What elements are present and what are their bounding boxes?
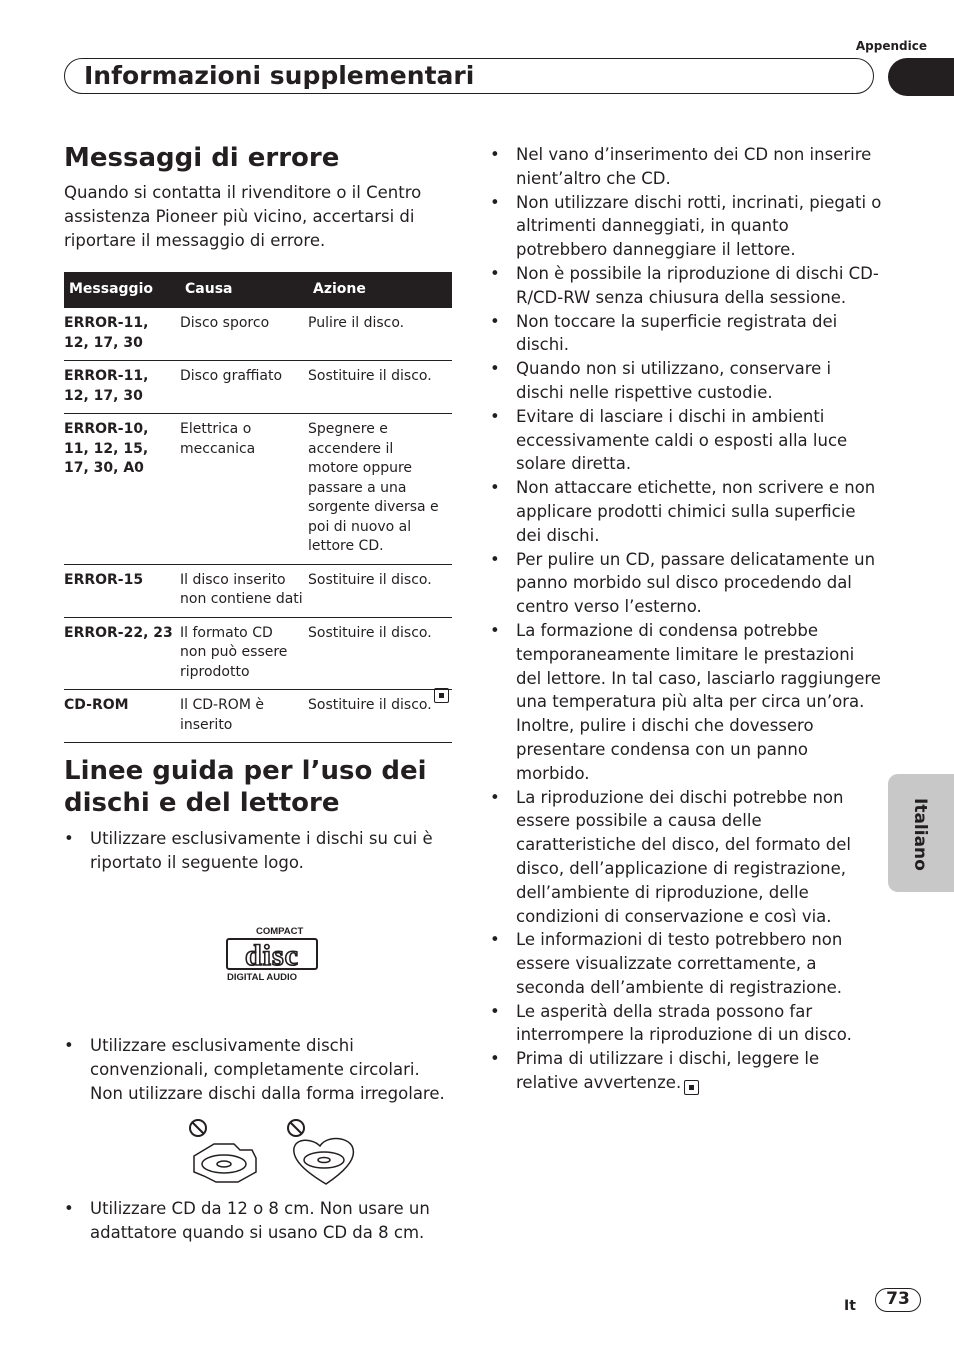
guidelines-list-left-3 [64,1197,456,1245]
action-cell: Sostituire il disco. [308,361,452,414]
list-item: • Le informazioni di testo potrebbero non essere visualizzate correttamente, a seconda dell’ambiente di registrazione. [490,928,882,999]
heart-disc-icon [294,1139,354,1185]
table-row [64,617,452,690]
error-messages-heading: Messaggi di errore [64,143,340,173]
cause-cell: Elettrica o meccanica [180,414,308,565]
page-number: 73 [875,1288,921,1312]
cause-cell: Disco graffiato [180,361,308,414]
list-item: • La riproduzione dei dischi potrebbe non essere possibile a causa delle caratteristiche del disco, del formato del disco, dell’applicazione di registrazione, dell’ambiente di riproduzione, delle condizioni di conservazione e così via. [490,786,882,929]
action-cell: Pulire il disco. [308,308,452,361]
column-header-cause: Causa [180,272,308,308]
error-messages-intro: Quando si contatta il rivenditore o il Centro assistenza Pioneer più vicino, accertarsi di riportare il messaggio di errore. [64,183,422,250]
section-end-icon [434,688,449,703]
cause-cell: Il CD-ROM è inserito [180,690,308,743]
list-item: • Per pulire un CD, passare delicatamente un panno morbido sul disco procedendo dal centro verso l’esterno. [490,548,882,619]
message-cell: ERROR-22, 23 [64,617,180,690]
action-cell: Spegnere e accendere il motore oppure passare a una sorgente diversa e poi di nuovo al lettore CD. [308,414,452,565]
cd-logo-top-text: COMPACT [256,926,304,937]
table-row [64,414,452,565]
language-side-tab-label: Italiano [910,798,930,871]
cause-cell: Il disco inserito non contiene dati [180,564,308,617]
message-cell: ERROR-10, 11, 12, 15, 17, 30, A0 [64,414,180,565]
list-item: • Nel vano d’inserimento dei CD non inserire nient’altro che CD. [490,143,882,191]
list-item: • Quando non si utilizzano, conservare i dischi nelle rispettive custodie. [490,357,882,405]
list-item: • Utilizzare CD da 12 o 8 cm. Non usare un adattatore quando si usano CD da 8 cm. [64,1197,456,1245]
table-header-row [64,272,452,308]
prohibited-icon [288,1120,304,1136]
irregular-discs-illustration [186,1116,366,1186]
table-row [64,361,452,414]
guidelines-list-left-1 [64,827,456,875]
error-messages-table [64,272,452,743]
list-item: • Non è possibile la riproduzione di dischi CD-R/CD-RW senza chiusura della sessione. [490,262,882,310]
section-title: Informazioni supplementari [84,61,475,90]
list-item: • Utilizzare esclusivamente i dischi su cui è riportato il seguente logo. [64,827,456,875]
chapter-tab-marker [888,58,954,96]
compact-disc-logo-icon [224,924,320,986]
appendix-label: Appendice [855,39,927,53]
message-cell: ERROR-11, 12, 17, 30 [64,308,180,361]
table-row [64,690,452,743]
message-cell: ERROR-11, 12, 17, 30 [64,361,180,414]
list-item: • Non utilizzare dischi rotti, incrinati, piegati o altrimenti danneggiati, in quanto potrebbero danneggiare il lettore. [490,191,882,262]
list-item: • Non toccare la superficie registrata dei dischi. [490,310,882,358]
prohibited-icon [190,1120,206,1136]
guidelines-list-left-2 [64,1034,456,1105]
cause-cell: Disco sporco [180,308,308,361]
list-item-last [490,1047,882,1095]
guidelines-heading: Linee guida per l’uso dei dischi e del lettore [64,756,427,818]
column-header-action: Azione [308,272,452,308]
language-side-tab [888,774,954,892]
table-row [64,308,452,361]
message-cell: CD-ROM [64,690,180,743]
cd-logo-bottom-text: DIGITAL AUDIO [227,972,298,983]
list-item-text: Prima di utilizzare i dischi, leggere le relative avvertenze. [516,1049,820,1093]
column-header-message: Messaggio [64,272,180,308]
octagon-disc-icon [194,1144,256,1182]
message-cell: ERROR-15 [64,564,180,617]
list-item: • La formazione di condensa potrebbe temporaneamente limitare le prestazioni del lettore. In tal caso, lasciarlo raggiungere una temperatura più alta per circa un’ora. Inoltre, pulire i dischi che dovessero presentare condensa con un panno morbido. [490,619,882,786]
cd-logo-middle-text: disc [244,939,300,972]
table-row [64,564,452,617]
list-item: • Le asperità della strada possono far interrompere la riproduzione di un disco. [490,1000,882,1048]
list-item: • Non attaccare etichette, non scrivere e non applicare prodotti chimici sulla superficie dei dischi. [490,476,882,547]
list-item: • Evitare di lasciare i dischi in ambienti eccessivamente caldi o esposti alla luce solare diretta. [490,405,882,476]
list-item: • Utilizzare esclusivamente dischi convenzionali, completamente circolari. Non utilizzare dischi dalla forma irregolare. [64,1034,456,1105]
guidelines-list-right [490,143,882,1095]
action-cell: Sostituire il disco. [308,690,452,743]
action-cell: Sostituire il disco. [308,564,452,617]
cause-cell: Il formato CD non può essere riprodotto [180,617,308,690]
footer-language-code: It [844,1298,856,1314]
action-cell: Sostituire il disco. [308,617,452,690]
section-end-icon [684,1080,699,1095]
